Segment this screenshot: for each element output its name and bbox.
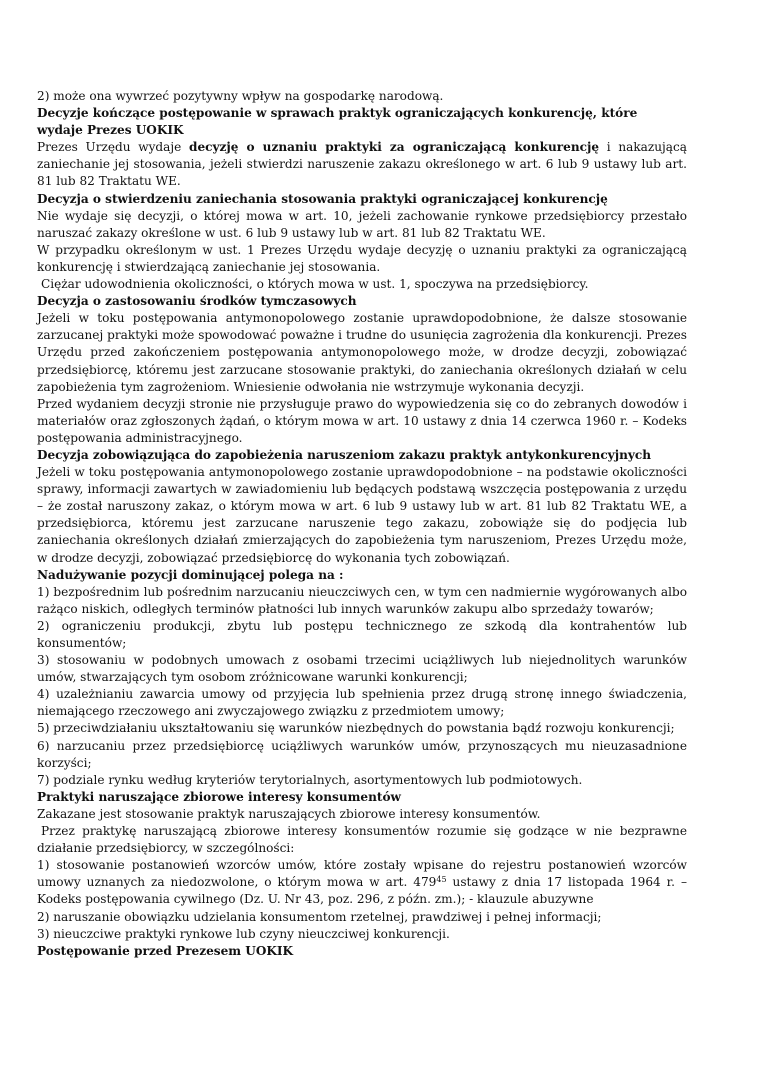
list-item: 1) stosowanie postanowień wzorców umów, które zostały wpisane do rejestru postanowień wzorców umowy uznanych za niedozwolone, o którym mowa w art. $479^{45}$ ustawy z dnia 17 listopada 1964 r. – Kodeks postępowania cywilnego (Dz. U. Nr 43, poz. 296, z późn. zm.); - klauzule abuzywne bbox=[37, 858, 687, 907]
list-item: 2) ograniczeniu produkcji, zbytu lub postępu technicznego ze szkodą dla kontrahentów lub konsumentów; bbox=[37, 618, 687, 650]
paragraph: Przez praktykę naruszającą zbiorowe interesy konsumentów rozumie się godzące w nie bezprawne działanie przedsiębiorcy, w szczególności: bbox=[37, 824, 687, 856]
paragraph: Nie wydaje się decyzji, o której mowa w art. 10, jeżeli zachowanie rynkowe przedsiębiorcy przestało naruszać zakazy określone w ust. 6 lub 9 ustawy lub w art. 81 lub 82 Traktatu WE. bbox=[37, 208, 687, 240]
paragraph: Zakazane jest stosowanie praktyk naruszających zbiorowe interesy konsumentów. bbox=[37, 806, 541, 821]
paragraph: Prezes Urzędu wydaje decyzję o uznaniu praktyki za ograniczającą konkurencję i nakazującą zaniechanie jej stosowania, jeżeli stwierdzi naruszenie zakazu określonego w art. 6 lub 9 ustawy lub art. 81 lub 82 Traktatu WE. bbox=[37, 140, 687, 189]
paragraph: Jeżeli w toku postępowania antymonopolowego zostanie uprawdopodobnione, że dalsze stosowanie zarzucanej praktyki może spowodować poważne i trudne do usunięcia zagrożenia dla konkurencji. Prezes Urzędu przed zakończeniem postępowania antymonopolowego może, w drodze decyzji, zobowiązać przedsiębiorcę, któremu jest zarzucane stosowanie praktyki, do zaniechania określonych działań w celu zapobieżenia tym zagrożeniom. Wniesienie odwołania nie wstrzymuje wykonania decyzji. bbox=[37, 311, 687, 394]
bold-phrase: decyzję o uznaniu praktyki za ograniczającą konkurencję bbox=[189, 140, 600, 155]
list-item: 5) przeciwdziałaniu ukształtowaniu się warunków niezbędnych do powstania bądź rozwoju konkurencji; bbox=[37, 721, 675, 736]
section-heading: Praktyki naruszające zbiorowe interesy konsumentów bbox=[37, 789, 401, 804]
section-heading: Decyzje kończące postępowanie w sprawach praktyk ograniczających konkurencję, które wydaje Prezes UOKIK bbox=[37, 106, 638, 138]
paragraph: Ciężar udowodnienia okoliczności, o których mowa w ust. 1, spoczywa na przedsiębiorcy. bbox=[41, 277, 589, 292]
section-heading: Postępowanie przed Prezesem UOKIK bbox=[37, 943, 294, 958]
section-heading: Nadużywanie pozycji dominującej polega na : bbox=[37, 567, 344, 582]
list-item: 3) nieuczciwe praktyki rynkowe lub czyny nieuczciwej konkurencji. bbox=[37, 926, 450, 941]
list-item: 7) podziale rynku według kryteriów terytorialnych, asortymentowych lub podmiotowych. bbox=[37, 772, 583, 787]
paragraph: W przypadku określonym w ust. 1 Prezes Urzędu wydaje decyzję o uznaniu praktyki za ograniczającą konkurencję i stwierdzającą zaniechanie jej stosowania. bbox=[37, 242, 687, 274]
list-item: 4) uzależnianiu zawarcia umowy od przyjęcia lub spełnienia przez drugą stronę innego świadczenia, niemającego rzeczowego ani zwyczajowego związku z przedmiotem umowy; bbox=[37, 687, 687, 719]
list-item: 2) może ona wywrzeć pozytywny wpływ na gospodarkę narodową. bbox=[37, 89, 444, 103]
section-heading: Decyzja o zastosowaniu środków tymczasowych bbox=[37, 294, 357, 309]
list-item: 2) naruszanie obowiązku udzielania konsumentom rzetelnej, prawdziwej i pełnej informacji; bbox=[37, 909, 602, 924]
section-heading: Decyzja o stwierdzeniu zaniechania stosowania praktyki ograniczającej konkurencję bbox=[37, 191, 608, 206]
section-heading: Decyzja zobowiązująca do zapobieżenia naruszeniom zakazu praktyk antykonkurencyjnych bbox=[37, 447, 652, 462]
list-item: 6) narzucaniu przez przedsiębiorcę uciążliwych warunków umów, przynoszących mu nieuzasadnione korzyści; bbox=[37, 738, 687, 770]
superscript: 45 bbox=[436, 875, 447, 885]
list-item: 1) bezpośrednim lub pośrednim narzucaniu nieuczciwych cen, w tym cen nadmiernie wygórowanych albo rażąco niskich, odległych terminów płatności lub innych warunków zakupu albo sprzedaży towarów; bbox=[37, 584, 687, 616]
document-page bbox=[37, 88, 687, 960]
paragraph: Jeżeli w toku postępowania antymonopolowego zostanie uprawdopodobnione – na podstawie okoliczności sprawy, informacji zawartych w zawiadomieniu lub będących podstawą wszczęcia postępowania z urzędu – że został naruszony zakaz, o którym mowa w art. 6 lub 9 ustawy lub w art. 81 lub 82 Traktatu WE, a przedsiębiorca, któremu jest zarzucane naruszenie tego zakazu, zobowiąże się do podjęcia lub zaniechania określonych działań zmierzających do zapobieżenia tym naruszeniom, Prezes Urzędu może, w drodze decyzji, zobowiązać przedsiębiorcę do wykonania tych zobowiązań. bbox=[37, 465, 687, 565]
paragraph: Przed wydaniem decyzji stronie nie przysługuje prawo do wypowiedzenia się co do zebranych dowodów i materiałów oraz zgłoszonych żądań, o którym mowa w art. 10 ustawy z dnia 14 czerwca 1960 r. – Kodeks postępowania administracyjnego. bbox=[37, 396, 687, 445]
list-item: 3) stosowaniu w podobnych umowach z osobami trzecimi uciążliwych lub niejednolitych warunków umów, stwarzających tym osobom zróżnicowane warunki konkurencji; bbox=[37, 653, 687, 685]
